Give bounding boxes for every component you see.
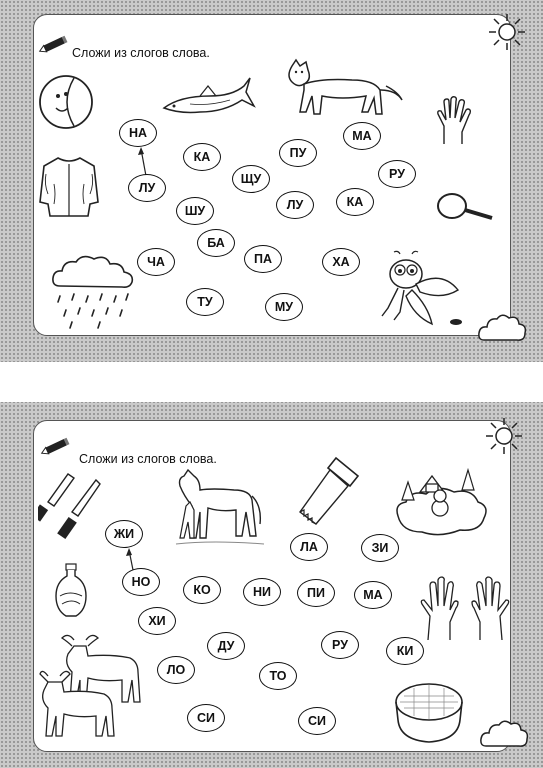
syllable-1-12[interactable]: ЧА (137, 248, 175, 276)
pencil-icon (38, 34, 70, 54)
syllable-2-2[interactable]: НО (122, 568, 160, 596)
syllable-1-14[interactable]: ХА (322, 248, 360, 276)
syllable-2-12[interactable]: КИ (386, 637, 424, 665)
rain-cloud-picture (50, 250, 136, 330)
syllable-2-3[interactable]: ЛА (290, 533, 328, 561)
fly-picture (372, 250, 464, 330)
syllable-2-11[interactable]: РУ (321, 631, 359, 659)
moon-picture (38, 74, 94, 130)
horses-picture (172, 466, 268, 548)
cloud-icon (476, 310, 528, 348)
syllable-1-3[interactable]: КА (183, 143, 221, 171)
syllable-1-2[interactable]: ЛУ (128, 174, 166, 202)
magnifier-picture (434, 190, 496, 224)
syllable-1-16[interactable]: МУ (265, 293, 303, 321)
page-gap (0, 362, 543, 402)
cloud-icon (478, 716, 530, 754)
moose-picture (38, 632, 150, 742)
vase-picture (52, 562, 90, 620)
syllable-1-5[interactable]: МА (343, 122, 381, 150)
syllable-1-13[interactable]: ПА (244, 245, 282, 273)
hand-picture (432, 96, 474, 146)
winter-village-picture (392, 456, 490, 540)
syllable-2-15[interactable]: СИ (187, 704, 225, 732)
pike-picture (160, 66, 256, 122)
syllable-2-4[interactable]: ЗИ (361, 534, 399, 562)
pencil-icon (40, 436, 72, 456)
worksheet-1-title: Сложи из слогов слова. (72, 46, 210, 60)
syllable-1-4[interactable]: ПУ (279, 139, 317, 167)
puma-picture (282, 56, 408, 118)
syllable-2-16[interactable]: СИ (298, 707, 336, 735)
syllable-2-6[interactable]: НИ (243, 578, 281, 606)
syllable-2-1[interactable]: ЖИ (105, 520, 143, 548)
syllable-2-5[interactable]: КО (183, 576, 221, 604)
saw-picture (296, 456, 362, 528)
syllable-1-7[interactable]: РУ (378, 160, 416, 188)
syllable-1-15[interactable]: ТУ (186, 288, 224, 316)
syllable-2-9[interactable]: ХИ (138, 607, 176, 635)
syllable-2-8[interactable]: МА (354, 581, 392, 609)
syllable-1-8[interactable]: ШУ (176, 197, 214, 225)
syllable-2-13[interactable]: ЛО (157, 656, 195, 684)
syllable-2-14[interactable]: ТО (259, 662, 297, 690)
syllable-2-10[interactable]: ДУ (207, 632, 245, 660)
sun-icon (487, 12, 527, 52)
syllable-1-1[interactable]: НА (119, 119, 157, 147)
syllable-1-10[interactable]: КА (336, 188, 374, 216)
syllable-1-9[interactable]: ЛУ (276, 191, 314, 219)
sun-icon (484, 416, 524, 456)
worksheet-2-title: Сложи из слогов слова. (79, 452, 217, 466)
syllable-1-11[interactable]: БА (197, 229, 235, 257)
syllable-1-6[interactable]: ЩУ (232, 165, 270, 193)
fur-coat-picture (38, 154, 100, 220)
hands-picture (420, 572, 510, 642)
knives-picture (38, 470, 102, 542)
syllable-2-7[interactable]: ПИ (297, 579, 335, 607)
sieve-picture (392, 680, 466, 746)
